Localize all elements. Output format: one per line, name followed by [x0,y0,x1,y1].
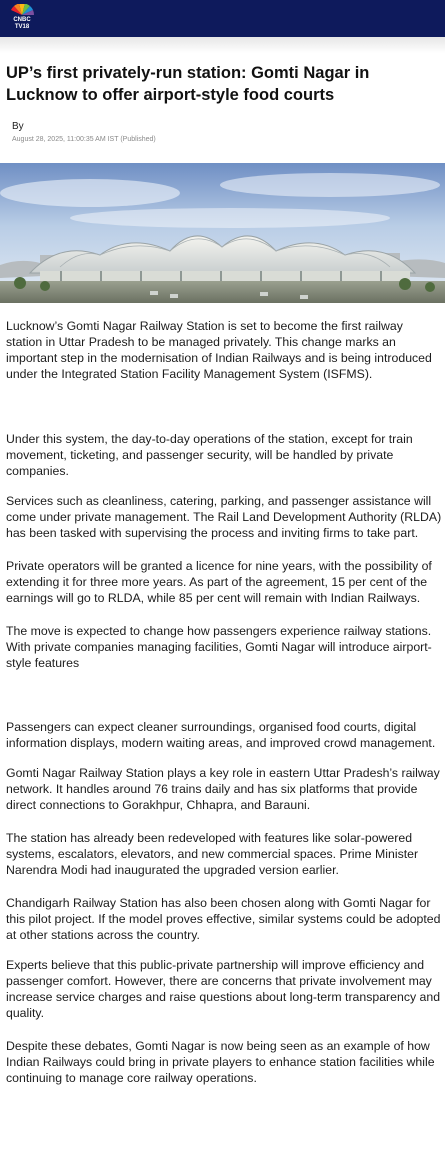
logo-wordmark[interactable] [9,17,35,30]
spacer [6,943,442,957]
logo-line-2: TV18 [14,23,30,30]
article-paragraph: Private operators will be granted a licence for nine years, with the possibility of extending it for three more years. As part of the agreement, 15 per cent of the earnings will go to RLDA, while 85 per cent will remain with Indian Railways. [6,559,432,605]
site-header [0,0,445,37]
spacer [6,751,442,765]
spacer [6,671,442,719]
station-hero-image [0,163,445,303]
article-headline: UP’s first privately-run station: Gomti Nagar in Lucknow to offer airport-style food courts [6,64,370,104]
spacer [6,382,442,431]
article-byline: By [12,121,24,132]
article-paragraph: Experts believe that this public-private partnership will improve efficiency and passenger comfort. However, there are concerns that private involvement may increase service charges and raise questions about long-term transparency and quality. [6,958,441,1020]
spacer [6,1021,442,1038]
header-shadow [0,37,445,53]
article-paragraph: Despite these debates, Gomti Nagar is now being seen as an example of how Indian Railways could bring in private players to enhance station facilities while continuing to manage core railway operations. [6,1039,435,1085]
article-body [6,318,442,1086]
article-paragraph: The station has already been redeveloped with features like solar-powered systems, escalators, elevators, and new commercial spaces. Prime Minister Narendra Modi had inaugurated the upgraded version earlier. [6,831,419,877]
spacer [6,479,442,493]
article-paragraph: Under this system, the day-to-day operations of the station, except for train movement, ticketing, and passenger security, will be handled by private companies. [6,432,413,478]
spacer [6,541,442,558]
article-paragraph: Services such as cleanliness, catering, parking, and passenger assistance will come under private management. The Rail Land Development Authority (RLDA) has been tasked with supervising the process and inviting firms to take part. [6,494,442,540]
spacer [6,813,442,830]
article-paragraph: Lucknow’s Gomti Nagar Railway Station is set to become the first railway station in Uttar Pradesh to be managed privately. This change marks an important step in the modernisation of Indian Railways and is being introduced under the Integrated Station Facility Management System (ISFMS). [6,319,432,381]
article-paragraph: The move is expected to change how passengers experience railway stations. With private companies managing facilities, Gomti Nagar will introduce airport-style features [6,624,432,670]
article-dateline: August 28, 2025, 11:00:35 AM IST (Published) [12,136,156,143]
article-paragraph: Gomti Nagar Railway Station plays a key role in eastern Uttar Pradesh’s railway network. It handles around 76 trains daily and has six platforms that provide direct connections to Gorakhpur, Chhapra, and Barauni. [6,766,440,812]
spacer [6,878,442,895]
spacer [6,606,442,623]
logo-line-1: CNBC [13,17,31,23]
article-paragraph: Passengers can expect cleaner surroundings, organised food courts, digital information displays, modern waiting areas, and improved crowd management. [6,720,436,750]
article-paragraph: Chandigarh Railway Station has also been chosen along with Gomti Nagar for this pilot project. If the model proves effective, similar systems could be adopted at other stations across the country. [6,896,441,942]
